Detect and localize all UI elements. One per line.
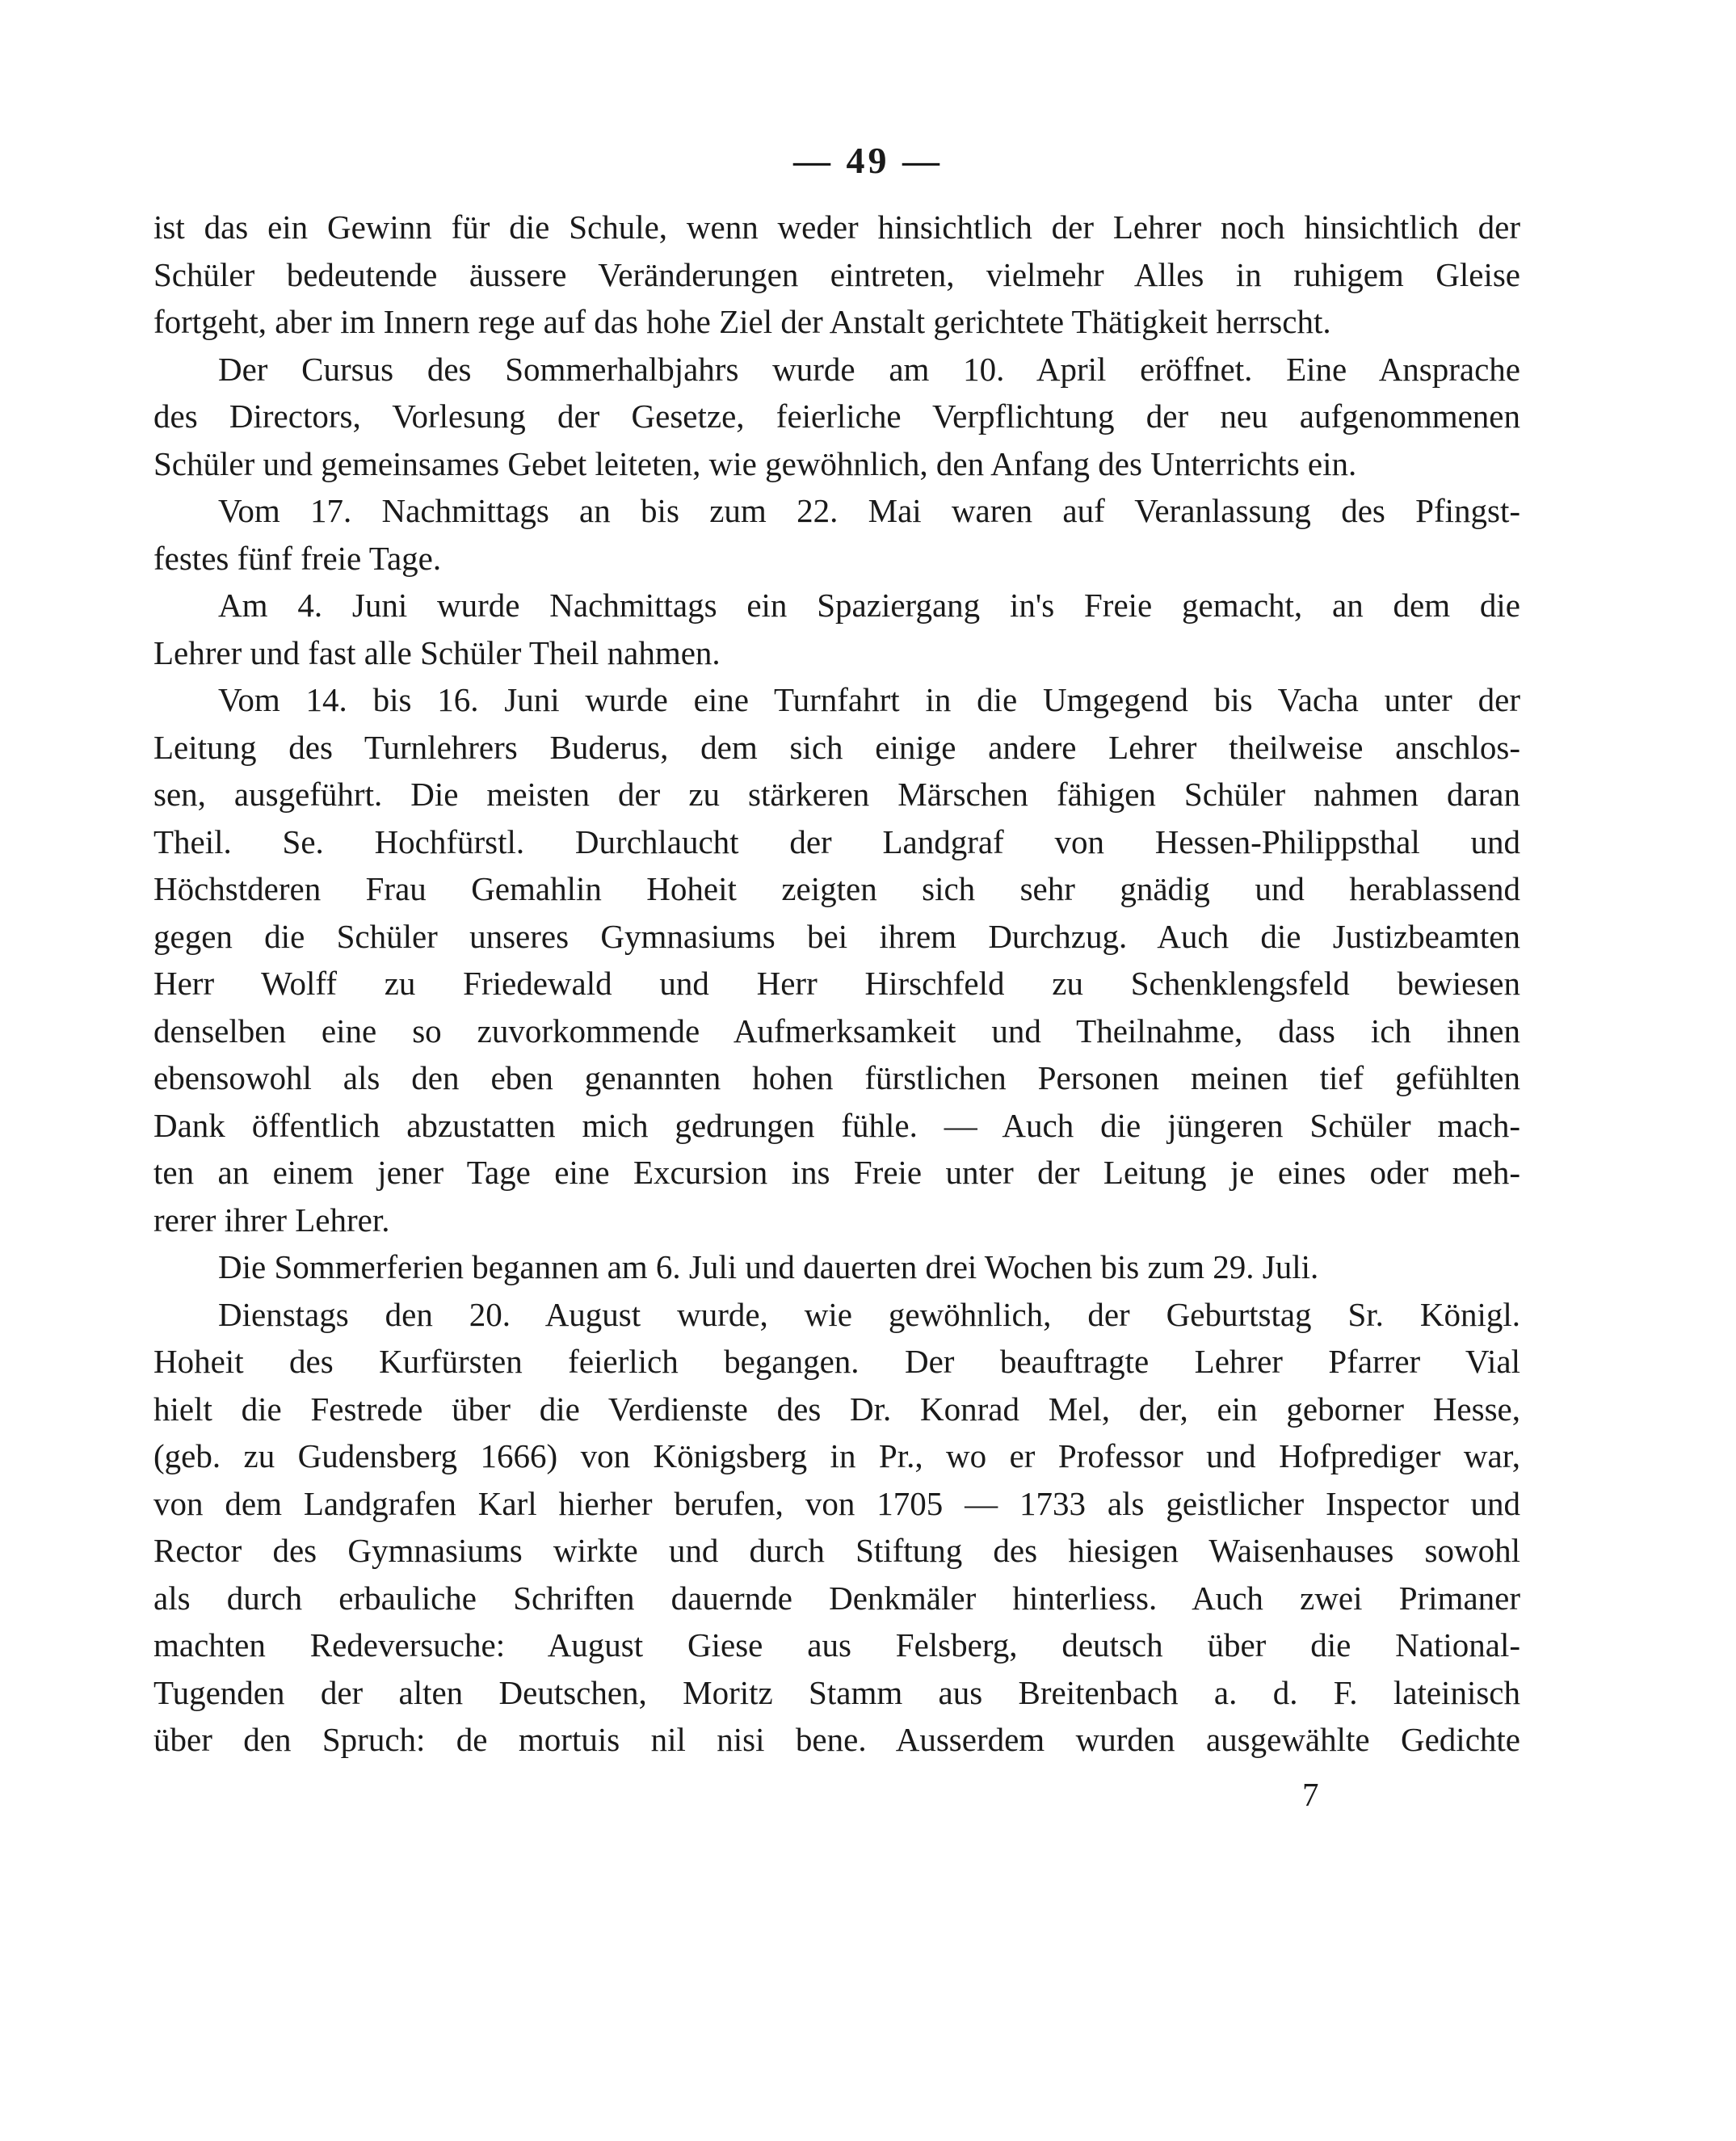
text-line: Lehrer und fast alle Schüler Theil nahmen. <box>153 633 721 671</box>
text-line: Dienstags den 20. August wurde, wie gewöhnlich, der Geburtstag Sr. Königl. <box>218 1295 1520 1333</box>
text-line: ten an einem jener Tage eine Excursion ins Freie unter der Leitung je eines oder meh- <box>153 1154 1520 1191</box>
text-line: festes fünf freie Tage. <box>153 539 442 577</box>
text-line: machten Redeversuche: August Giese aus Felsberg, deutsch über die National- <box>153 1626 1520 1664</box>
text-line: über den Spruch: de mortuis nil nisi bene. Ausserdem wurden ausgewählte Gedichte <box>153 1721 1520 1758</box>
text-line: Vom 14. bis 16. Juni wurde eine Turnfahrt in die Umgegend bis Vacha unter der <box>218 681 1520 718</box>
text-line: Die Sommerferien begannen am 6. Juli und dauerten drei Wochen bis zum 29. Juli. <box>218 1248 1319 1285</box>
text-line: (geb. zu Gudensberg 1666) von Königsberg in Pr., wo er Professor und Hofprediger war, <box>153 1437 1520 1474</box>
text-line: von dem Landgrafen Karl hierher berufen, von 1705 — 1733 als geistlicher Inspector und <box>153 1484 1520 1522</box>
text-line: als durch erbauliche Schriften dauernde Denkmäler hinterliess. Auch zwei Primaner <box>153 1579 1520 1617</box>
signature-mark: 7 <box>1302 1776 1319 1813</box>
text-line: Tugenden der alten Deutschen, Moritz Stamm aus Breitenbach a. d. F. lateinisch <box>153 1673 1520 1711</box>
text-line: rerer ihrer Lehrer. <box>153 1201 390 1239</box>
text-line: Rector des Gymnasiums wirkte und durch Stiftung des hiesigen Waisenhauses sowohl <box>153 1532 1520 1569</box>
text-line: Hoheit des Kurfürsten feierlich begangen. Der beauftragte Lehrer Pfarrer Vial <box>153 1343 1520 1380</box>
text-line: denselben eine so zuvorkommende Aufmerksamkeit und Theilnahme, dass ich ihnen <box>153 1012 1520 1049</box>
text-line: fortgeht, aber im Innern rege auf das hohe Ziel der Anstalt gerichtete Thätigkeit herrscht. <box>153 303 1331 340</box>
text-line: Vom 17. Nachmittags an bis zum 22. Mai waren auf Veranlassung des Pfingst- <box>218 492 1520 529</box>
text-line: ist das ein Gewinn für die Schule, wenn weder hinsichtlich der Lehrer noch hinsichtlich der <box>153 208 1520 246</box>
body-text <box>153 204 1520 1764</box>
text-line: sen, ausgeführt. Die meisten der zu stärkeren Märschen fähigen Schüler nahmen daran <box>153 776 1520 813</box>
text-line: Am 4. Juni wurde Nachmittags ein Spaziergang in's Freie gemacht, an dem die <box>218 587 1520 624</box>
text-line: hielt die Festrede über die Verdienste des Dr. Konrad Mel, der, ein geborner Hesse, <box>153 1390 1520 1428</box>
page-number: — 49 — <box>793 140 943 181</box>
text-line: Schüler und gemeinsames Gebet leiteten, wie gewöhnlich, den Anfang des Unterrichts ein. <box>153 444 1357 482</box>
text-line: Herr Wolff zu Friedewald und Herr Hirschfeld zu Schenklengsfeld bewiesen <box>153 965 1520 1002</box>
text-line: des Directors, Vorlesung der Gesetze, feierliche Verpflichtung der neu aufgenommenen <box>153 397 1520 435</box>
text-line: gegen die Schüler unseres Gymnasiums bei ihrem Durchzug. Auch die Justizbeamten <box>153 917 1520 955</box>
text-line: Höchstderen Frau Gemahlin Hoheit zeigten sich sehr gnädig und herablassend <box>153 870 1520 907</box>
text-line: Dank öffentlich abzustatten mich gedrungen fühle. — Auch die jüngeren Schüler mach- <box>153 1106 1520 1144</box>
text-line: Der Cursus des Sommerhalbjahrs wurde am 10. April eröffnet. Eine Ansprache <box>218 350 1520 388</box>
text-line: Theil. Se. Hochfürstl. Durchlaucht der Landgraf von Hessen-Philippsthal und <box>153 822 1520 860</box>
text-line: ebensowohl als den eben genannten hohen fürstlichen Personen meinen tief gefühlten <box>153 1059 1520 1096</box>
text-line: Leitung des Turnlehrers Buderus, dem sich einige andere Lehrer theilweise anschlos- <box>153 728 1520 766</box>
text-line: Schüler bedeutende äussere Veränderungen eintreten, vielmehr Alles in ruhigem Gleise <box>153 255 1520 293</box>
